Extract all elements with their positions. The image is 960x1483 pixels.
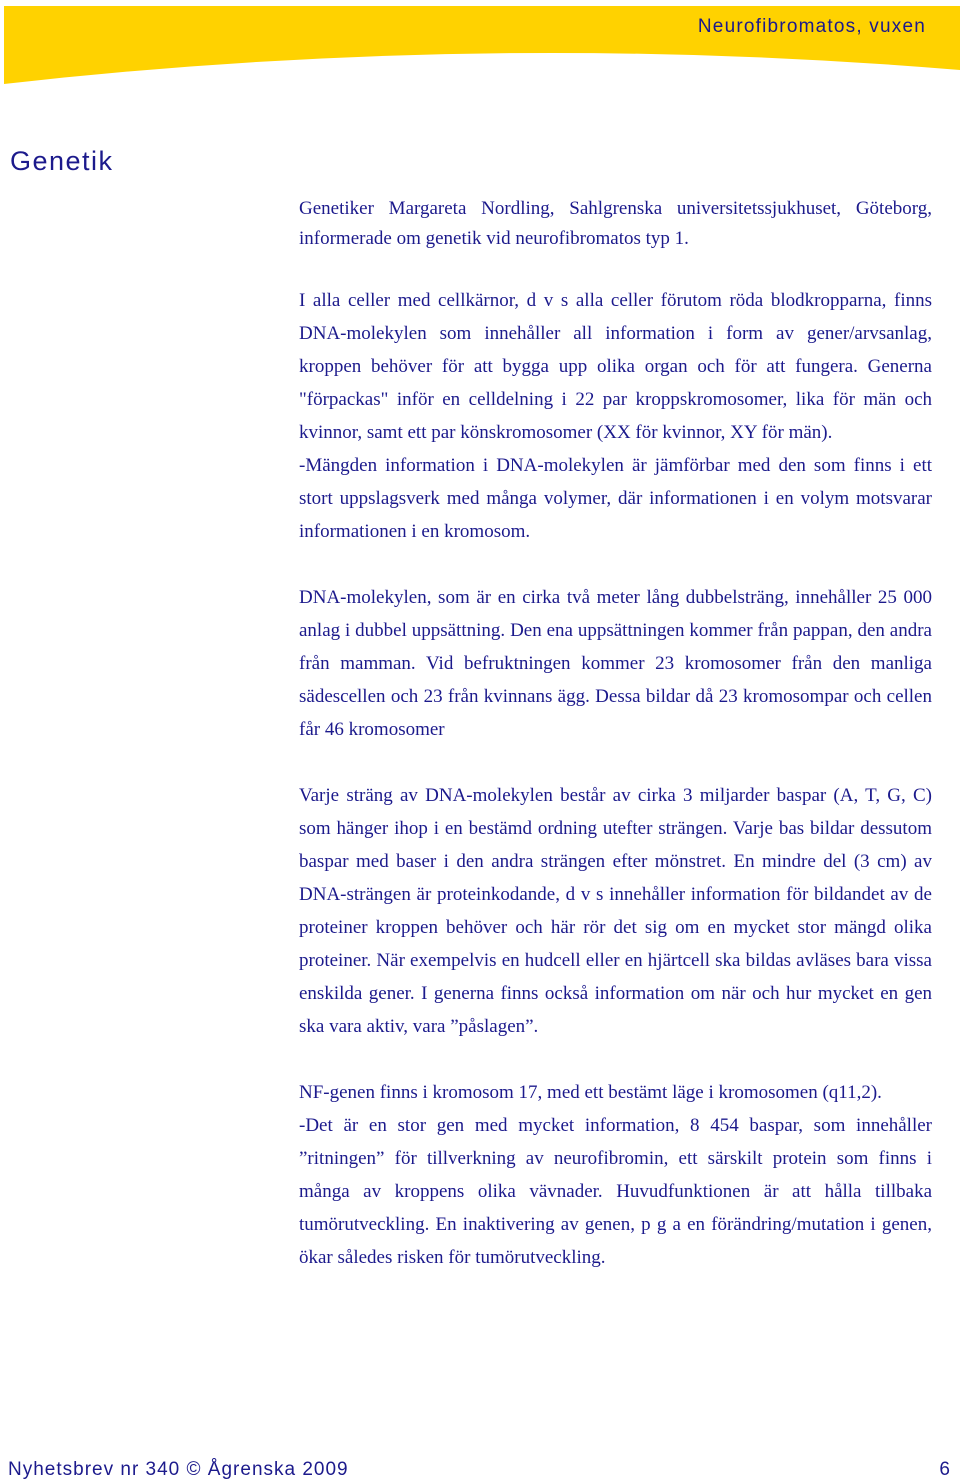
header-banner	[0, 0, 960, 90]
header-banner-shape	[0, 0, 960, 90]
paragraph-nf-gene: NF-genen finns i kromosom 17, med ett bestämt läge i kromosomen (q11,2).	[299, 1082, 882, 1103]
section-heading: Genetik	[10, 146, 114, 176]
paragraph-dna-molecule: DNA-molekylen, som är en cirka två meter lång dubbelsträng, innehåller 25 000 anlag i dubbel uppsättning. Den ena uppsättningen kommer från pappan, den andra från mamman. Vid befruktningen kommer 23 kromosomer från den manliga sädescellen och 23 från kvinnans ägg. Dessa bildar då 23 kromosompar och cellen får 46 kromosomer	[299, 587, 932, 740]
paragraph-encyclopedia: -Mängden information i DNA-molekylen är jämförbar med den som finns i ett stort uppslagsverk med många volymer, där informationen i en volym motsvarar informationen i en kromosom.	[299, 455, 932, 542]
running-title: Neurofibromatos, vuxen	[697, 16, 926, 37]
footer-newsletter: Nyhetsbrev nr 340 © Ågrenska 2009	[8, 1459, 349, 1480]
paragraph-neurofibromin: -Det är en stor gen med mycket information, 8 454 baspar, som innehåller ”ritningen” för tillverkning av neurofibromin, ett särskilt protein som finns i många av kroppens olika vävnader. Huvudfunktionen är att hålla tillbaka tumörutveckling. En inaktivering av genen, p g a en förändring/mutation i genen, ökar således risken för tumörutveckling.	[299, 1115, 932, 1268]
article-body	[299, 194, 932, 1274]
intro-paragraph: Genetiker Margareta Nordling, Sahlgrenska universitetssjukhuset, Göteborg, informerade om genetik vid neurofibromatos typ 1.	[299, 198, 932, 249]
paragraph-cells-dna: I alla celler med cellkärnor, d v s alla celler förutom röda blodkropparna, finns DNA-molekylen som innehåller all information i form av gener/arvsanlag, kroppen behöver för att bygga upp olika organ och för att fungera. Generna "förpackas" inför en celldelning i 22 par kroppskromosomer, lika för män och kvinnor, samt ett par könskromosomer (XX för kvinnor, XY för män).	[299, 290, 932, 443]
paragraph-base-pairs: Varje sträng av DNA-molekylen består av cirka 3 miljarder baspar (A, T, G, C) som hänger ihop i en bestämd ordning utefter strängen. Varje bas bildar dessutom baspar med baser i den andra strängen efter mönstret. En mindre del (3 cm) av DNA-strängen är proteinkodande, d v s innehåller information för bildandet av de proteiner kroppen behöver och här rör det sig om en mycket stor mängd olika proteiner. När exempelvis en hudcell eller en hjärtcell ska bildas avläses bara vissa enskilda gener. I generna finns också information om när och hur mycket en gen ska vara aktiv, vara ”påslagen”.	[299, 785, 932, 1037]
page-number: 6	[939, 1459, 950, 1480]
